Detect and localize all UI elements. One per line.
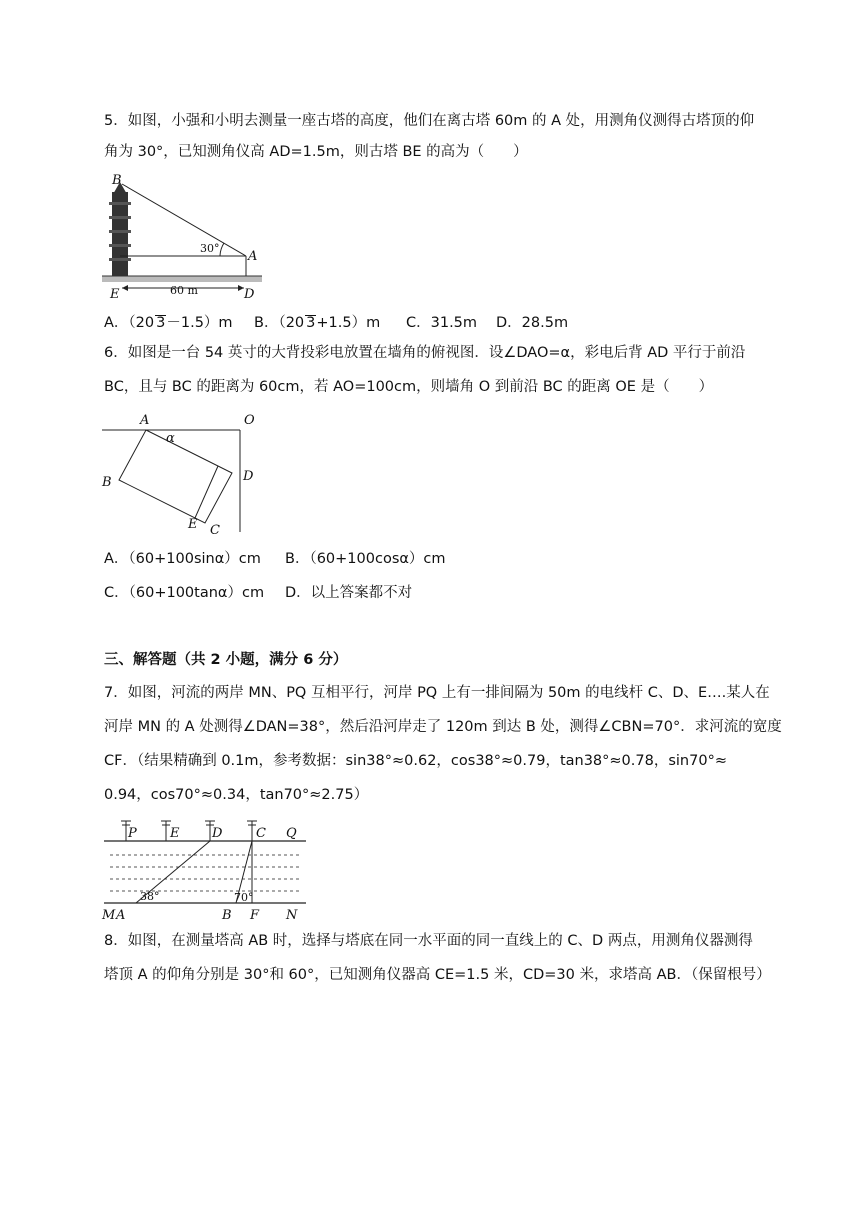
q5-angle-label: 30° (200, 242, 220, 255)
q7-label-q: Q (286, 826, 297, 841)
section-heading: 三、解答题（共 2 小题，满分 6 分） (104, 652, 348, 668)
q6-choice-d[interactable]: D．以上答案都不对 (285, 585, 413, 601)
q6-choice-a[interactable]: A．（60+100sinα）cm (104, 551, 261, 567)
q5-label-d: D (244, 287, 255, 302)
q5-choice-d[interactable]: D．28.5m (496, 315, 569, 331)
q5-label-b: B (112, 173, 122, 188)
q7-line1: 7．如图，河流的两岸 MN、PQ 互相平行，河岸 PQ 上有一排间隔为 50m 的电线杆 C、D、E….某人在 (104, 685, 770, 701)
q6-label-a: A (140, 413, 150, 428)
q7-label-m: M (102, 908, 116, 921)
q7-label-p: P (128, 826, 137, 841)
q7-line4: 0.94，cos70°≈0.34，tan70°≈2.75） (104, 787, 369, 803)
q6-choice-b[interactable]: B．（60+100cosα）cm (285, 551, 446, 567)
q6-label-d: D (243, 469, 254, 484)
q8-line1: 8．如图，在测量塔高 AB 时，选择与塔底在同一水平面的同一直线上的 C、D 两点，用测角仪器测得 (104, 933, 753, 949)
q5-choice-c[interactable]: C．31.5m (406, 315, 478, 331)
q6-label-c: C (210, 523, 220, 536)
q7-label-f: F (250, 908, 260, 921)
q7-label-d: D (212, 826, 223, 841)
q6-label-e: E (188, 517, 198, 532)
q6-label-o: O (244, 413, 255, 428)
q7-label-b: B (222, 908, 232, 921)
pole-icon (121, 821, 257, 841)
q5-line2: 角为 30°，已知测角仪高 AD=1.5m，则古塔 BE 的高为（ ） (104, 144, 528, 160)
q7-line3: CF．（结果精确到 0.1m，参考数据：sin38°≈0.62，cos38°≈0.79，tan38°≈0.78，sin70°≈ (104, 753, 727, 769)
q7-label-a: A (116, 908, 126, 921)
q5-label-a: A (248, 249, 258, 264)
q6-line1: 6．如图是一台 54 英寸的大背投彩电放置在墙角的俯视图．设∠DAO=α，彩电后背 AD 平行于前沿 (104, 345, 746, 361)
q5-line1: 5．如图，小强和小明去测量一座古塔的高度，他们在离古塔 60m 的 A 处，用测角仪测得古塔顶的仰 (104, 113, 755, 129)
q5-label-e: E (110, 287, 120, 302)
q5-figure (100, 172, 280, 302)
q6-figure (100, 408, 270, 536)
q6-line2: BC，且与 BC 的距离为 60cm，若 AO=100cm，则墙角 O 到前沿 BC 的距离 OE 是（ ） (104, 379, 714, 395)
q7-label-c: C (256, 826, 266, 841)
q5-choice-a[interactable]: A．（20 3－1.5）m (104, 315, 233, 331)
q7-line2: 河岸 MN 的 A 处测得∠DAN=38°，然后沿河岸走了 120m 到达 B 处，测得∠CBN=70°．求河流的宽度 (104, 719, 782, 735)
q7-figure (100, 815, 310, 921)
q7-label-n: N (286, 908, 298, 921)
q6-label-b: B (102, 475, 112, 490)
q6-choice-c[interactable]: C．（60+100tanα）cm (104, 585, 265, 601)
q7-angle-70: 70° (234, 891, 254, 904)
q5-choice-b[interactable]: B．（20 3+1.5）m (254, 315, 381, 331)
pagoda-icon (109, 182, 131, 276)
q7-label-e: E (170, 826, 180, 841)
q5-distance-label: 60 m (170, 284, 198, 297)
q8-line2: 塔顶 A 的仰角分别是 30°和 60°，已知测角仪器高 CE=1.5 米，CD=30 米，求塔高 AB．（保留根号） (104, 967, 771, 983)
q6-label-alpha: α (166, 431, 175, 446)
q7-angle-38: 38° (140, 890, 160, 903)
